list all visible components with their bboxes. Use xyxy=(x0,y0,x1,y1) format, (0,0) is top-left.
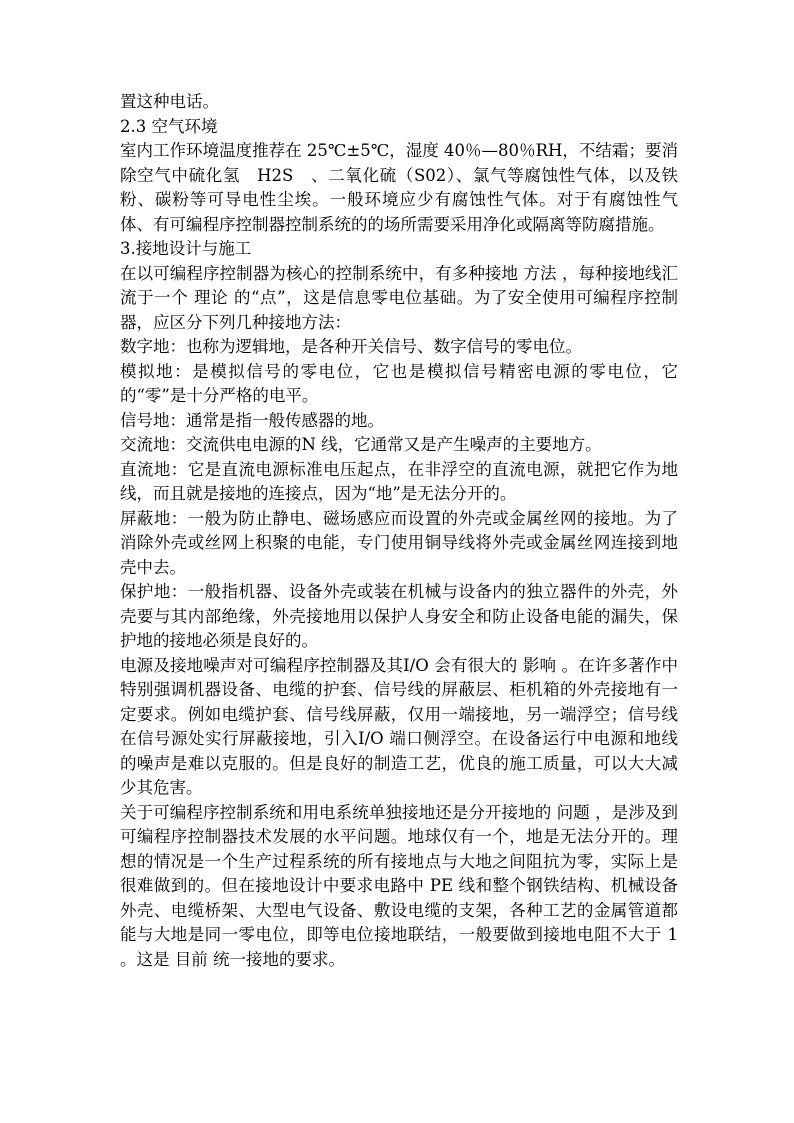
paragraph-shield-ground: 屏蔽地：一般为防止静电、磁场感应而设置的外壳或金属丝网的接地。为了消除外壳或丝网上积聚的电能，专门使用铜导线将外壳或金属丝网连接到地壳中去。 xyxy=(120,508,678,577)
section-heading-grounding: 3.接地设计与施工 xyxy=(120,239,252,258)
section-heading-air-environment: 2.3 空气环境 xyxy=(120,116,218,136)
paragraph-protective-ground: 保护地：一般指机器、设备外壳或装在机械与设备内的独立器件的外壳，外壳要与其内部绝缘，外壳接地用以保护人身安全和防止设备电能的漏失，保护地的接地必须是良好的。 xyxy=(120,582,678,650)
paragraph-ac-ground: 交流地：交流供电电源的N 线，它通常又是产生噪声的主要地方。 xyxy=(120,435,602,454)
paragraph-signal-ground: 信号地：通常是指一般传感器的地。 xyxy=(120,410,384,430)
paragraph-air-environment: 室内工作环境温度推荐在 25℃±5℃，湿度 40％—80％RH，不结霜；要消除空气中硫化氢 H2S 、二氧化硫（S02）、氯气等腐蚀性气体，以及铁粉、碳粉等可导电性尘埃。一般环境应少有腐蚀性气体。对于有腐蚀性气体、有可编程序控制器控制系统的的场所需要采用净化或隔离等防腐措施。 xyxy=(120,141,678,234)
paragraph-noise: 电源及接地噪声对可编程序控制器及其I/O 会有很大的 影响 。在许多著作中特别强调机器设备、电缆的护套、信号线的屏蔽层、柜机箱的外壳接地有一定要求。例如电缆护套、信号线屏蔽，仅用一端接地，另一端浮空；信号线在信号源处实行屏蔽接地，引入I/O 端口侧浮空。在设备运行中电源和地线的噪声是难以克服的。但是良好的制造工艺，优良的施工质量，可以大大减少其危害。 xyxy=(120,655,678,797)
paragraph-analog-ground: 模拟地：是模拟信号的零电位，它也是模拟信号精密电源的零电位，它的“零”是十分严格的电平。 xyxy=(120,361,678,405)
document-body xyxy=(120,90,678,972)
paragraph-dc-ground: 直流地：它是直流电源标准电压起点，在非浮空的直流电源，就把它作为地线，而且就是接地的连接点，因为“地”是无法分开的。 xyxy=(120,459,678,503)
paragraph-continuation: 置这种电话。 xyxy=(120,92,219,111)
paragraph-grounding-intro: 在以可编程序控制器为核心的控制系统中，有多种接地 方法 ，每种接地线汇流于一个 理论 的“点”，这是信息零电位基础。为了安全使用可编程序控制器，应区分下列几种接地方法： xyxy=(120,263,678,332)
paragraph-separate-grounding: 关于可编程序控制系统和用电系统单独接地还是分开接地的 问题 ，是涉及到可编程序控制器技术发展的水平问题。地球仅有一个，地是无法分开的。理想的情况是一个生产过程系统的所有接地点与大地之间阻抗为零，实际上是很难做到的。但在接地设计中要求电路中 PE 线和整个钢铁结构、机械设备外壳、电缆桥架、大型电气设备、敷设电缆的支架，各种工艺的金属管道都能与大地是同一零电位，即等电位接地联结，一般要做到接地电阻不大于 1 。这是 目前 统一接地的要求。 xyxy=(120,802,678,969)
paragraph-digital-ground: 数字地：也称为逻辑地，是各种开关信号、数字信号的零电位。 xyxy=(120,337,582,356)
